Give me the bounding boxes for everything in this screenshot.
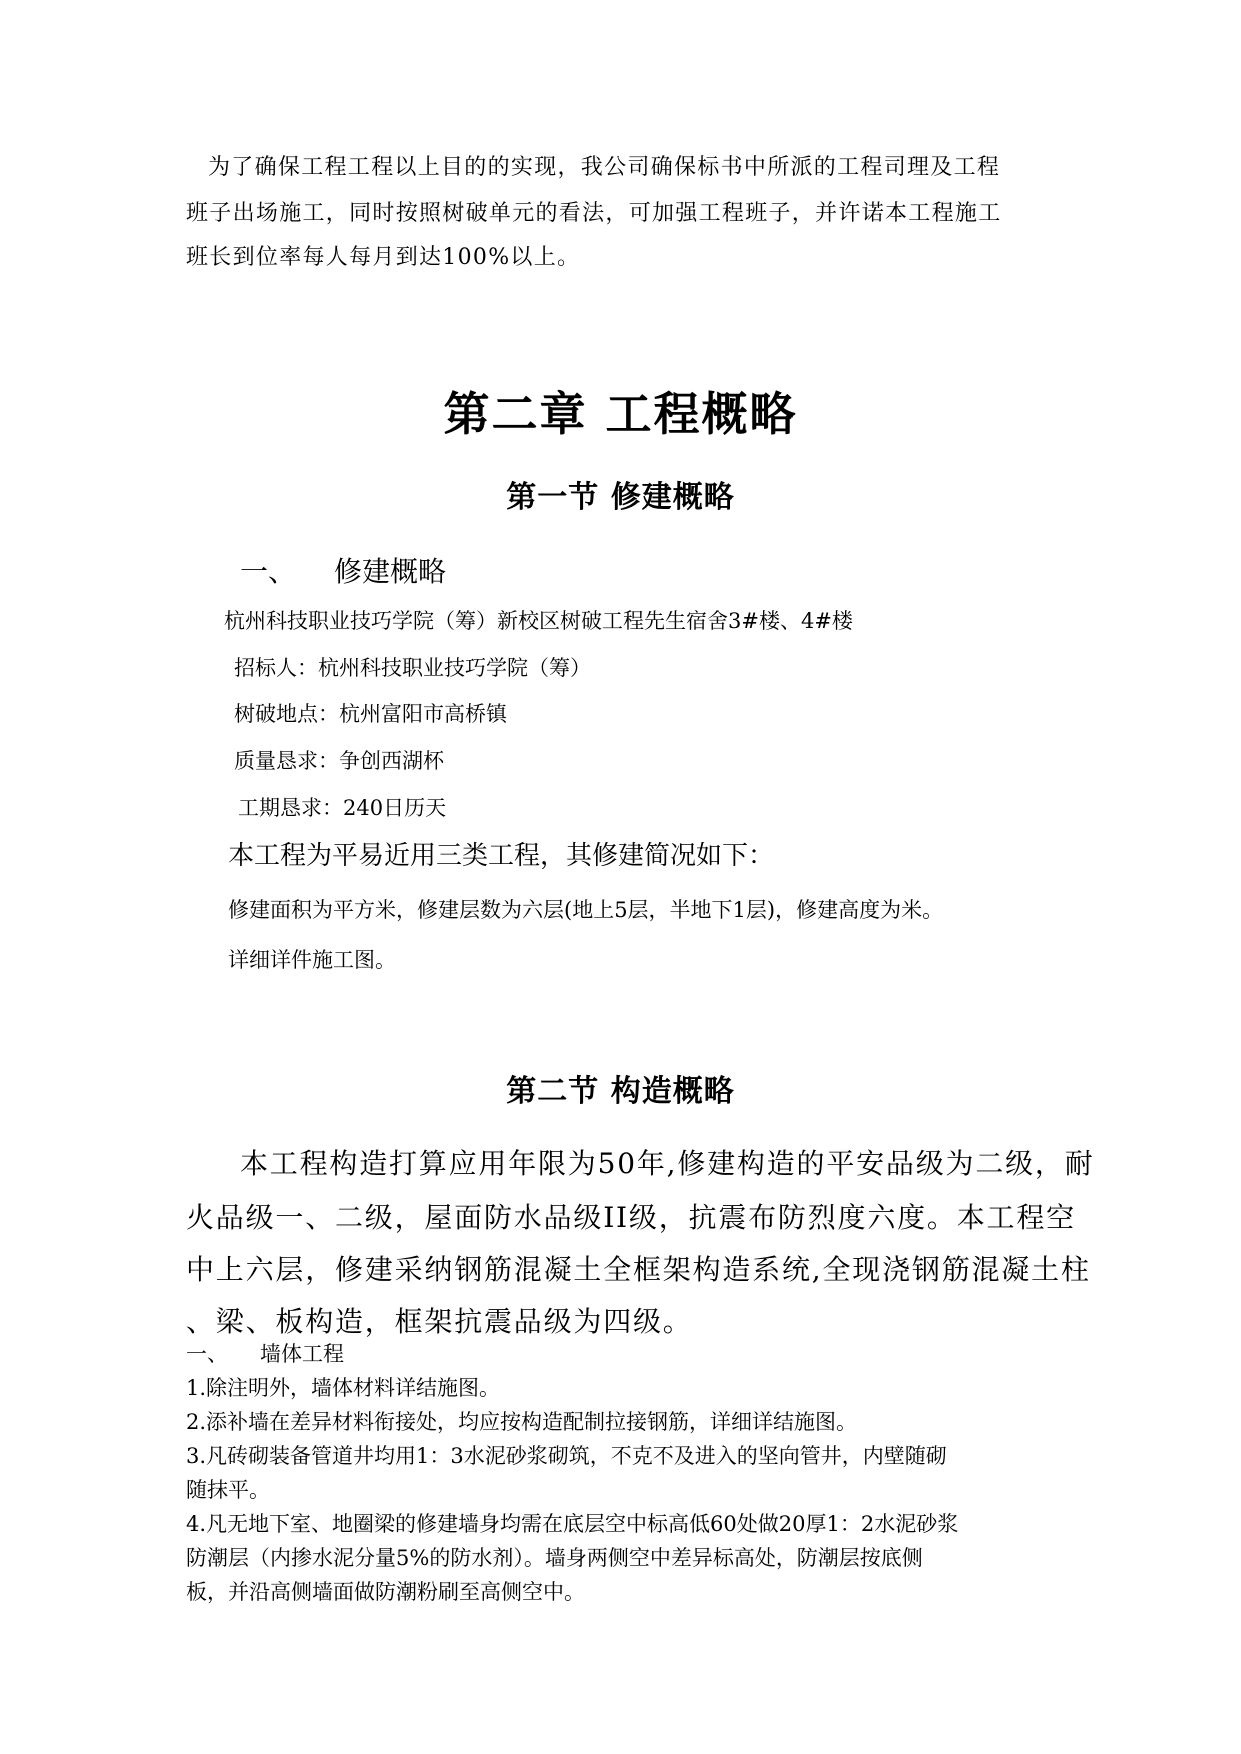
wall-item-2: 2.添补墙在差异材料衔接处，均应按构造配制拉接钢筋，详细详结施图。 <box>186 1410 858 1434</box>
structure-para-line-3: 中上六层，修建采纳钢筋混凝土全框架构造系统,全现浇钢筋混凝土柱 <box>186 1253 1091 1286</box>
section-1-subheading: 修建概略 <box>334 555 447 588</box>
section-1-subheading-number: 一、 <box>240 555 297 588</box>
intro-line-2: 班子出场施工，同时按照树破单元的看法，可加强工程班子，并许诺本工程施工 <box>186 201 1002 226</box>
wall-item-3-cont: 随抹平。 <box>186 1478 270 1502</box>
wall-heading: 墙体工程 <box>260 1342 344 1366</box>
project-name: 杭州科技职业技巧学院（筹）新校区树破工程先生宿舍3#楼、4#楼 <box>224 609 853 633</box>
intro-line-3: 班长到位率每人每月到达100%以上。 <box>186 245 581 270</box>
building-detail: 修建面积为平方米，修建层数为六层(地上5层，半地下1层)，修建高度为米。 <box>228 898 944 922</box>
chapter-title: 第二章 工程概略 <box>443 387 798 441</box>
project-summary: 本工程为平易近用三类工程，其修建简况如下： <box>228 841 775 871</box>
wall-item-4-cont-1: 防潮层（内掺水泥分量5%的防水剂）。墙身两侧空中差异标高处，防潮层按底侧 <box>186 1546 923 1570</box>
wall-heading-number: 一、 <box>186 1342 228 1366</box>
section-1-title: 第一节 修建概略 <box>506 480 735 515</box>
section-2-title: 第二节 构造概略 <box>506 1074 735 1109</box>
intro-line-1: 为了确保工程工程以上目的的实现，我公司确保标书中所派的工程司理及工程 <box>208 155 1001 180</box>
tenderer: 招标人：杭州科技职业技巧学院（筹） <box>234 656 591 680</box>
schedule-requirement: 工期恳求：240日历天 <box>238 796 447 820</box>
structure-para-line-4: 、梁、板构造，框架抗震品级为四级。 <box>186 1305 693 1338</box>
wall-item-4: 4.凡无地下室、地圈梁的修建墙身均需在底层空中标高低60处做20厚1：2水泥砂浆 <box>186 1512 959 1536</box>
quality-requirement: 质量恳求：争创西湖杯 <box>234 749 444 773</box>
wall-item-1: 1.除注明外，墙体材料详结施图。 <box>186 1376 501 1400</box>
drawing-reference: 详细详件施工图。 <box>228 948 396 972</box>
wall-item-3: 3.凡砖砌装备管道井均用1：3水泥砂浆砌筑，不克不及进入的坚向管井，内壁随砌 <box>186 1444 947 1468</box>
structure-para-line-1: 本工程构造打算应用年限为50年,修建构造的平安品级为二级，耐 <box>240 1147 1095 1180</box>
structure-para-line-2: 火品级一、二级，屋面防水品级II级，抗震布防烈度六度。本工程空 <box>186 1201 1076 1234</box>
wall-item-4-cont-2: 板，并沿高侧墙面做防潮粉刷至高侧空中。 <box>186 1580 585 1604</box>
construction-site: 树破地点：杭州富阳市高桥镇 <box>234 702 507 726</box>
